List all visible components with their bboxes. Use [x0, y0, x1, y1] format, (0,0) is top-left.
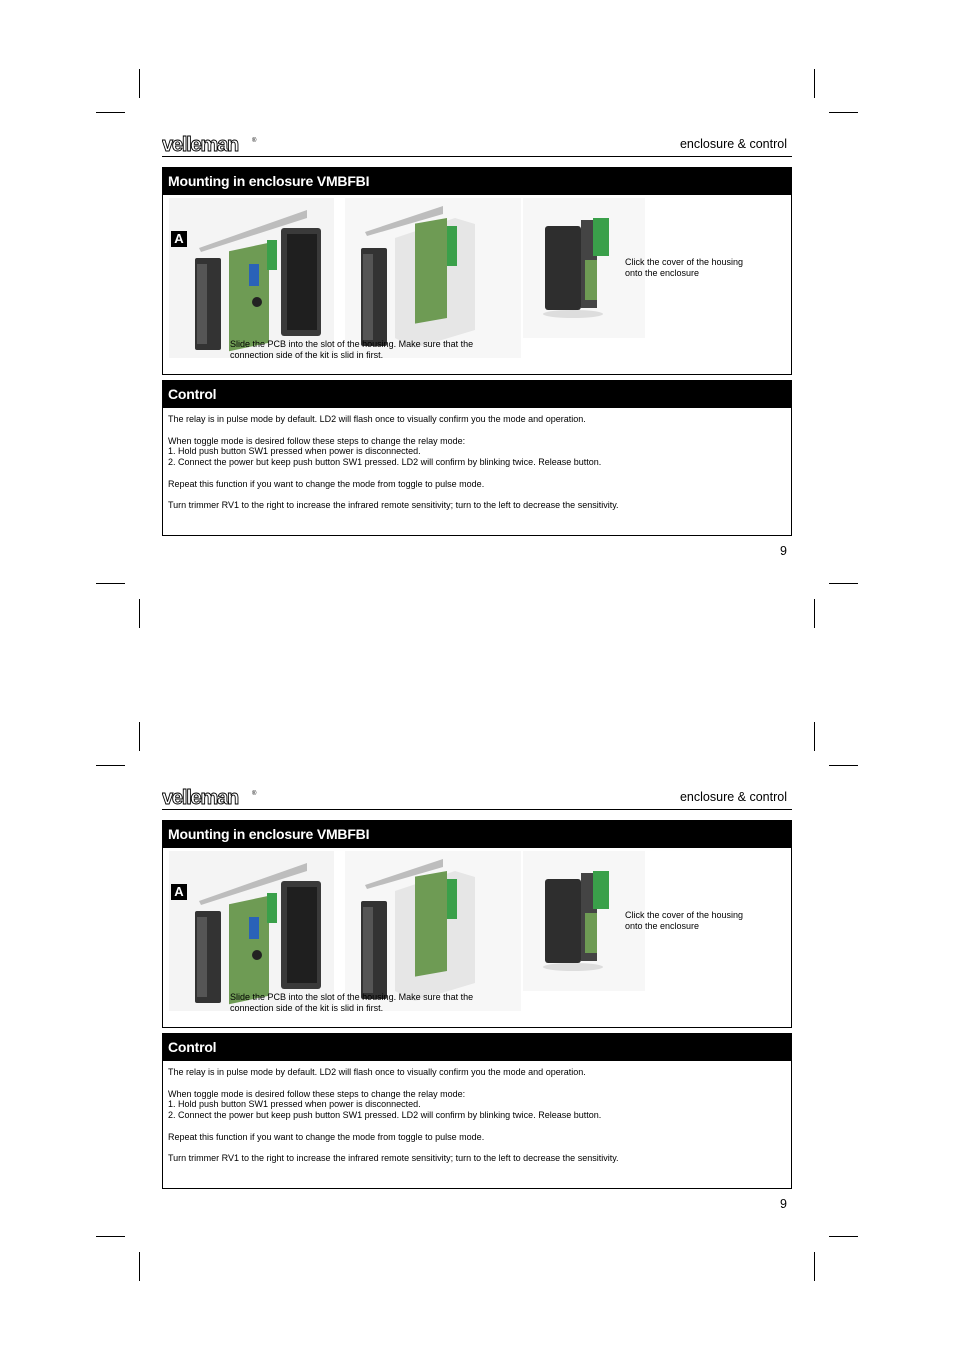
crop-mark	[829, 1236, 858, 1237]
svg-text:velleman: velleman	[162, 135, 239, 155]
caption-line: onto the enclosure	[625, 921, 700, 931]
pcb-slide-illustration-1	[169, 851, 334, 1011]
step-item: 2. Connect the power but keep push button SW1 pressed. LD2 will confirm by blinking twice. Release button.	[168, 1110, 602, 1121]
crop-mark	[814, 1252, 815, 1281]
caption-line: Click the cover of the housing	[625, 910, 744, 920]
mounting-heading: Mounting in enclosure VMBFBI	[163, 168, 791, 195]
control-paragraph: When toggle mode is desired follow these steps to change the relay mode:	[168, 1088, 466, 1099]
caption-click-cover	[625, 257, 743, 279]
page-header	[162, 133, 792, 157]
header-title: enclosure & control	[679, 137, 787, 151]
caption-line: onto the enclosure	[625, 268, 700, 278]
svg-text:®: ®	[252, 791, 257, 797]
control-body	[163, 408, 791, 535]
page-number: 9	[780, 1197, 787, 1211]
pcb-slide-illustration-2	[345, 198, 521, 358]
control-paragraph: Repeat this function if you want to change the mode from toggle to pulse mode.	[168, 478, 485, 489]
caption-line: connection side of the kit is slid in first.	[230, 350, 384, 360]
step-item: 1. Hold push button SW1 pressed when power is disconnected.	[168, 1099, 421, 1110]
crop-mark	[96, 1236, 125, 1237]
crop-mark	[139, 69, 140, 98]
crop-mark	[139, 722, 140, 751]
page-number: 9	[780, 544, 787, 558]
crop-mark	[829, 765, 858, 766]
label-a: A	[171, 884, 187, 900]
caption-line: Slide the PCB into the slot of the housing. Make sure that the	[230, 992, 474, 1002]
header-title: enclosure & control	[679, 790, 787, 804]
crop-mark	[814, 722, 815, 751]
velleman-logo	[162, 135, 258, 155]
pcb-slide-illustration-2	[345, 851, 521, 1011]
control-body	[163, 1061, 791, 1188]
caption-line: Click the cover of the housing	[625, 257, 744, 267]
crop-mark	[829, 583, 858, 584]
crop-mark	[96, 112, 125, 113]
caption-line: connection side of the kit is slid in first.	[230, 1003, 384, 1013]
control-paragraph: The relay is in pulse mode by default. LD2 will flash once to visually confirm you the mode and operation.	[168, 414, 586, 424]
control-paragraph: The relay is in pulse mode by default. LD2 will flash once to visually confirm you the mode and operation.	[168, 1067, 586, 1077]
control-paragraph: Repeat this function if you want to change the mode from toggle to pulse mode.	[168, 1131, 485, 1142]
pcb-slide-illustration-1	[169, 198, 334, 358]
step-item: 1. Hold push button SW1 pressed when power is disconnected.	[168, 446, 421, 457]
caption-line: Slide the PCB into the slot of the housing. Make sure that the	[230, 339, 474, 349]
caption-click-cover	[625, 910, 743, 932]
control-section	[162, 380, 792, 536]
control-paragraph: Turn trimmer RV1 to the right to increase the infrared remote sensitivity; turn to the left to decrease the sensitivity.	[168, 1153, 619, 1164]
crop-mark	[96, 765, 125, 766]
control-paragraph: When toggle mode is desired follow these steps to change the relay mode:	[168, 435, 466, 446]
svg-text:®: ®	[252, 138, 257, 144]
caption-slide-pcb	[230, 339, 473, 361]
mounting-body	[163, 848, 791, 1027]
crop-mark	[96, 583, 125, 584]
crop-mark	[139, 1252, 140, 1281]
label-a: A	[171, 231, 187, 247]
velleman-logo	[162, 788, 258, 808]
mounting-body	[163, 195, 791, 374]
crop-mark	[829, 112, 858, 113]
page-header	[162, 786, 792, 810]
mounting-section	[162, 167, 792, 375]
step-item: 2. Connect the power but keep push button SW1 pressed. LD2 will confirm by blinking twice. Release button.	[168, 457, 602, 468]
control-paragraph: Turn trimmer RV1 to the right to increase the infrared remote sensitivity; turn to the left to decrease the sensitivity.	[168, 500, 619, 511]
control-heading: Control	[163, 1034, 791, 1061]
crop-mark	[139, 599, 140, 628]
crop-mark	[814, 599, 815, 628]
svg-text:velleman: velleman	[162, 788, 239, 808]
control-section	[162, 1033, 792, 1189]
crop-mark	[814, 69, 815, 98]
mounting-heading: Mounting in enclosure VMBFBI	[163, 821, 791, 848]
caption-slide-pcb	[230, 992, 473, 1014]
mounting-section	[162, 820, 792, 1028]
control-heading: Control	[163, 381, 791, 408]
